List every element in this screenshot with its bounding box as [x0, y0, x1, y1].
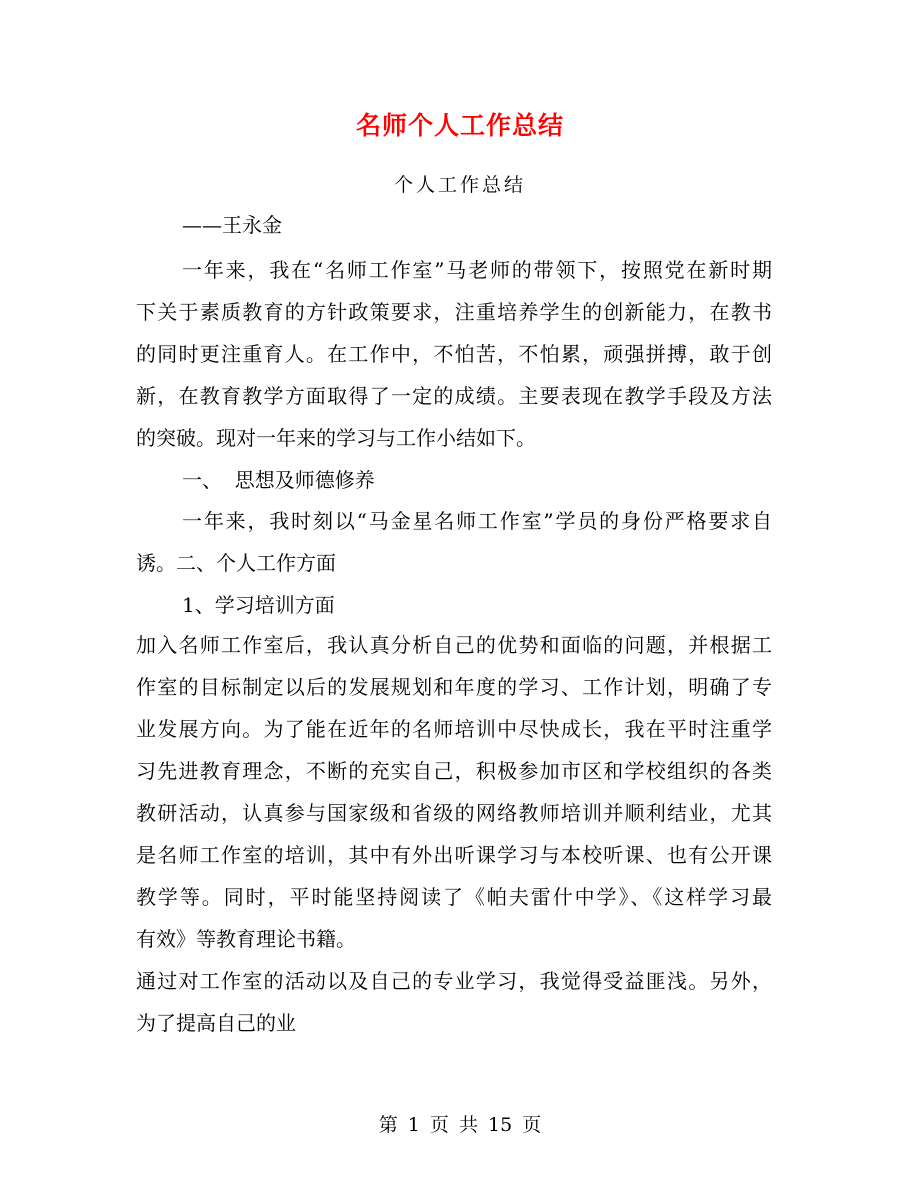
paragraph-line: 一年来，我时刻以“马金星名师工作室”学员的身份严格要求自 [182, 509, 772, 533]
page-number-footer: 第 1 页 共 15 页 [378, 1114, 542, 1136]
document-subtitle: 个人工作总结 [393, 174, 526, 196]
paragraph-line: 教学等。同时，平时能坚持阅读了《帕夫雷什中学》、《这样学习最 [136, 885, 772, 909]
paragraph-line: 习先进教育理念，不断的充实自己，积极参加市区和学校组织的各类 [136, 759, 772, 783]
paragraph-line: 诱。二、个人工作方面 [136, 551, 336, 575]
paragraph-line: 作室的目标制定以后的发展规划和年度的学习、工作计划，明确了专 [136, 675, 772, 699]
paragraph-line: 为了提高自己的业 [136, 1011, 296, 1035]
paragraph-line: 有效》等教育理论书籍。 [136, 927, 356, 951]
document-title: 名师个人工作总结 [355, 111, 564, 140]
paragraph-line: 通过对工作室的活动以及自己的专业学习，我觉得受益匪浅。另外， [136, 969, 772, 993]
paragraph-line: 的同时更注重育人。在工作中，不怕苦，不怕累，顽强拼搏，敢于创 [136, 342, 772, 366]
paragraph-line: 一年来，我在“名师工作室”马老师的带领下，按照党在新时期 [182, 258, 772, 282]
paragraph-line: 新，在教育教学方面取得了一定的成绩。主要表现在教学手段及方法 [136, 384, 772, 408]
author-line: ——王永金 [182, 213, 282, 237]
paragraph-line: 的突破。现对一年来的学习与工作小结如下。 [136, 426, 536, 450]
paragraph-line: 是名师工作室的培训，其中有外出听课学习与本校听课、也有公开课 [136, 843, 772, 867]
section-heading: 一、 思想及师德修养 [182, 468, 375, 492]
paragraph-line: 下关于素质教育的方针政策要求，注重培养学生的创新能力，在教书 [136, 300, 772, 324]
subsection-heading: 1、学习培训方面 [182, 593, 335, 617]
paragraph-line: 加入名师工作室后，我认真分析自己的优势和面临的问题，并根据工 [136, 633, 772, 657]
paragraph-line: 业发展方向。为了能在近年的名师培训中尽快成长，我在平时注重学 [136, 717, 772, 741]
paragraph-line: 教研活动，认真参与国家级和省级的网络教师培训并顺利结业，尤其 [136, 801, 772, 825]
